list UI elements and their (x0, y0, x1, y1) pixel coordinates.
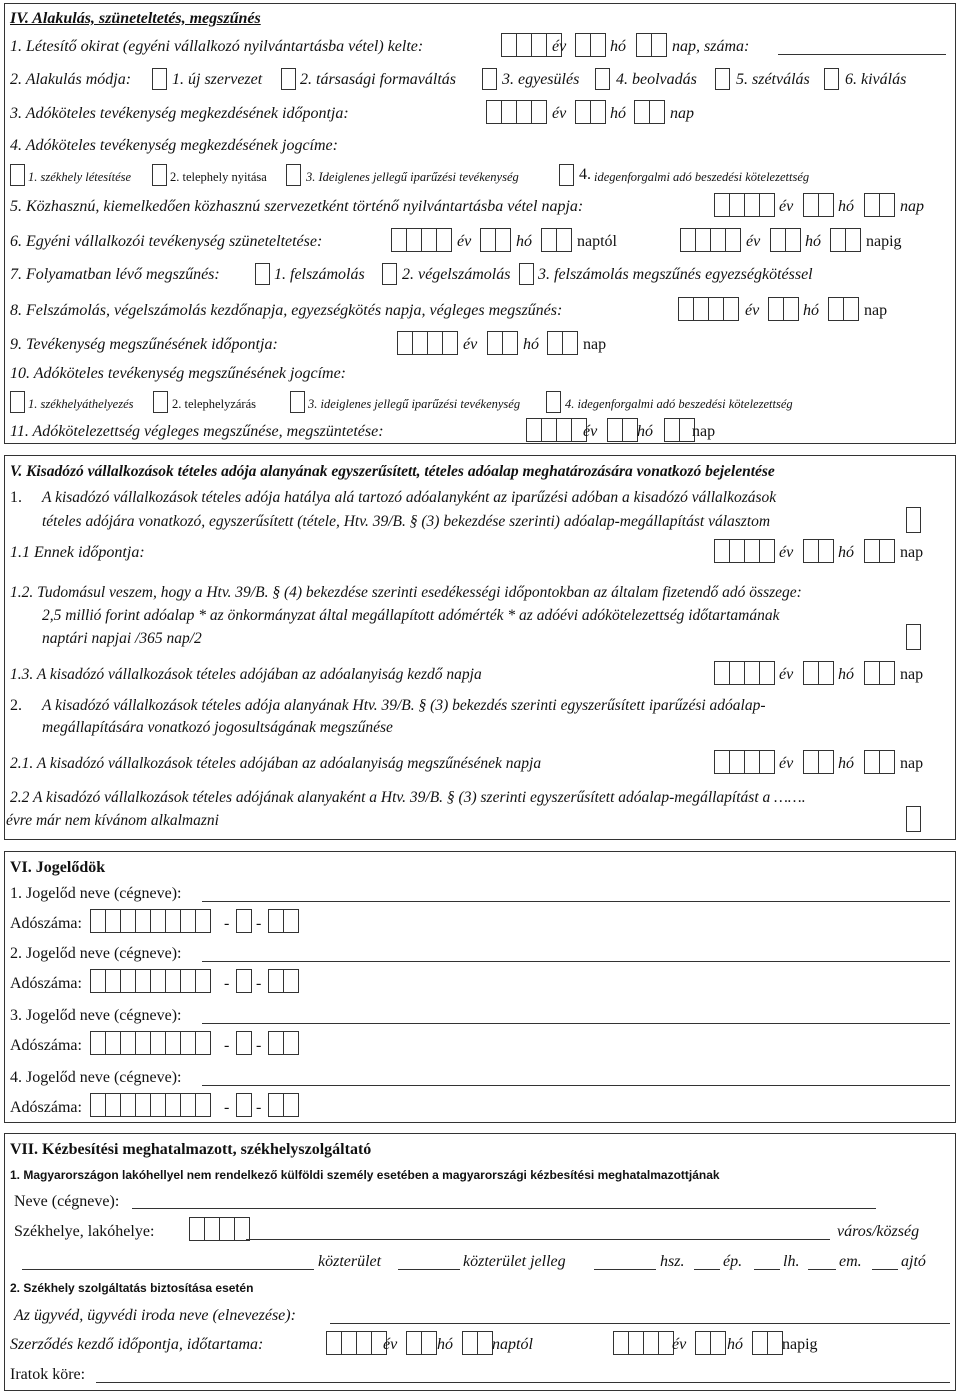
napig-label: napig (866, 233, 902, 250)
para-1-2-line-2: 2,5 millió forint adóalap * az önkormányzat által megállapított adómérték * az adóévi adókötelezettség időtartamának (42, 607, 780, 624)
ev-label: év (779, 666, 794, 683)
final-termination-label: 11. Adókötelezettség végleges megszűnése, megszüntetése: (10, 423, 384, 440)
public-benefit-year-field[interactable] (714, 193, 774, 217)
contract-to-year-field[interactable] (613, 1331, 673, 1355)
public-benefit-day-field[interactable] (864, 193, 894, 217)
founding-number-field[interactable] (778, 54, 946, 55)
naptol-label: naptól (492, 1336, 533, 1353)
formation-option-label: 1. új szervezet (172, 71, 263, 88)
predecessor-name-field[interactable] (202, 901, 950, 902)
start-basis-option: 3. Ideiglenes jellegű iparűzési tevékenység (306, 170, 519, 184)
para-2-2-line-2: évre már nem kívánom alkalmazni (6, 812, 219, 829)
para-1-3-label: 1.3. A kisadózó vállalkozások tételes adójában az adóalanyiság kezdő napja (10, 666, 482, 683)
napig-label: napig (782, 1336, 818, 1353)
section-iv-title: IV. Alakulás, szüneteltetés, megszűnés (10, 10, 261, 27)
start-day-field[interactable] (634, 100, 664, 124)
predecessor-tax-id-field[interactable] (90, 909, 210, 933)
formation-option-checkbox[interactable] (281, 68, 296, 90)
ho-label: hó (523, 336, 539, 353)
liquidation-day-field[interactable] (828, 297, 858, 321)
ho-label: hó (838, 666, 854, 683)
nap-label: nap (900, 198, 924, 215)
formation-option-checkbox[interactable] (482, 68, 497, 90)
para-1-line-1: A kisadózó vállalkozások tételes adója hatálya alá tartozó adóalanyként az iparűzési adóban a kisadózó vállalkozások (42, 489, 777, 506)
ho-label: hó (610, 38, 626, 55)
street-type-field[interactable] (398, 1269, 460, 1270)
postal-code-field[interactable] (189, 1217, 249, 1241)
formation-option-checkbox[interactable] (152, 68, 167, 90)
docs-field[interactable] (96, 1382, 950, 1383)
para-1-3-day-field[interactable] (864, 661, 894, 685)
para-1-1-day-field[interactable] (864, 539, 894, 563)
office-name-field[interactable] (330, 1323, 950, 1324)
ho-label: hó (610, 105, 626, 122)
contract-to-month-field[interactable] (695, 1331, 725, 1355)
predecessor-tax-id-field[interactable] (90, 969, 210, 993)
tax-dash: - (224, 1099, 230, 1116)
start-year-field[interactable] (486, 100, 546, 124)
predecessor-tax-vat-field[interactable] (236, 969, 251, 993)
suspension-from-year-field[interactable] (391, 228, 451, 252)
nap-szama-label: nap, száma: (672, 38, 750, 55)
predecessor-tax-vat-field[interactable] (236, 1031, 251, 1055)
predecessor-name-field[interactable] (202, 961, 950, 962)
ev-label: év (463, 336, 478, 353)
tax-dash: - (224, 915, 230, 932)
para-2-1-day-field[interactable] (864, 750, 894, 774)
ep-label: ép. (723, 1253, 743, 1270)
tax-dash: - (224, 975, 230, 992)
contract-from-month-field[interactable] (406, 1331, 436, 1355)
suspension-to-month-field[interactable] (770, 228, 800, 252)
lh-label: lh. (783, 1253, 800, 1270)
end-basis-option: 4. idegenforgalmi adó beszedési kötelezettség (565, 397, 793, 411)
para-1-2-line-1: 1.2. Tudomásul veszem, hogy a Htv. 39/B. § (4) bekezdése szerinti esedékességi időpontokban az általam fizetendő adó összege: (10, 584, 802, 601)
formation-option-label: 3. egyesülés (502, 71, 580, 88)
street-label: közterület (318, 1253, 382, 1270)
vii-subtitle-1: 1. Magyarországon lakóhellyel nem rendelkező külföldi személy esetében a magyarországi kézbesítési meghatalmazottjának (10, 1168, 720, 1182)
office-name-label: Az ügyvéd, ügyvédi iroda neve (elnevezése): (14, 1307, 296, 1324)
ho-label: hó (727, 1336, 743, 1353)
ho-label: hó (437, 1336, 453, 1353)
predecessor-name-label: 1. Jogelőd neve (cégneve): (10, 885, 182, 902)
hsz-label: hsz. (660, 1253, 685, 1270)
tax-dash: - (256, 1099, 262, 1116)
predecessor-tax-county-field[interactable] (268, 909, 298, 933)
tax-dash: - (256, 1037, 262, 1054)
predecessor-tax-county-field[interactable] (268, 1093, 298, 1117)
predecessor-tax-label: Adószáma: (10, 975, 82, 992)
nap-label: nap (692, 423, 716, 440)
para-1-num: 1. (10, 489, 22, 506)
predecessor-tax-county-field[interactable] (268, 1031, 298, 1055)
nap-label: nap (900, 544, 924, 561)
contract-to-day-field[interactable] (752, 1331, 782, 1355)
ev-label: év (779, 198, 794, 215)
em-label: em. (839, 1253, 862, 1270)
section-v-title: V. Kisadózó vállalkozások tételes adója alanyának egyszerűsített, tételes adóalap meghatározására vonatkozó bejelentése (10, 463, 775, 480)
hsz-field[interactable] (594, 1269, 656, 1270)
ajto-label: ajtó (901, 1253, 926, 1270)
termination-option-label: 2. végelszámolás (402, 266, 511, 283)
lh-field[interactable] (754, 1269, 780, 1270)
termination-option-checkbox[interactable] (519, 263, 534, 285)
predecessor-tax-id-field[interactable] (90, 1093, 210, 1117)
docs-label: Iratok köre: (10, 1366, 86, 1383)
para-2-1-month-field[interactable] (803, 750, 833, 774)
liquidation-month-field[interactable] (768, 297, 798, 321)
formation-option-label: 4. beolvadás (616, 71, 697, 88)
section-vii-title: VII. Kézbesítési meghatalmazott, székhelyszolgáltató (10, 1141, 372, 1158)
termination-option-checkbox[interactable] (255, 263, 270, 285)
liquidation-date-label: 8. Felszámolás, végelszámolás kezdőnapja, egyezségkötés napja, végleges megszűnés: (10, 302, 563, 319)
suspension-from-month-field[interactable] (480, 228, 510, 252)
end-basis-checkbox[interactable] (290, 391, 305, 413)
founding-day-field[interactable] (636, 33, 666, 57)
end-basis-checkbox[interactable] (10, 391, 25, 413)
predecessor-tax-vat-field[interactable] (236, 909, 251, 933)
suspension-to-year-field[interactable] (680, 228, 740, 252)
ev-label: év (552, 38, 567, 55)
para-2-line-1: A kisadózó vállalkozások tételes adója alanyának Htv. 39/B. § (3) bekezdés szerinti egyszerűsített iparűzési adóalap- (42, 697, 766, 714)
para-1-1-year-field[interactable] (714, 539, 774, 563)
start-basis-option: idegenforgalmi adó beszedési kötelezettség (594, 170, 810, 184)
ev-label: év (583, 423, 598, 440)
simplified-base-checkbox[interactable] (906, 507, 921, 533)
para-1-3-month-field[interactable] (803, 661, 833, 685)
start-basis-checkbox[interactable] (559, 164, 574, 186)
termination-option-label: 3. felszámolás megszűnés egyezségkötéssel (538, 266, 813, 283)
ev-label: év (746, 233, 761, 250)
nap-label: nap (900, 666, 924, 683)
contract-from-year-field[interactable] (326, 1331, 386, 1355)
predecessor-tax-county-field[interactable] (268, 969, 298, 993)
vii-subtitle-2: 2. Székhely szolgáltatás biztosítása esetén (10, 1281, 254, 1295)
agent-name-label: Neve (cégneve): (14, 1193, 120, 1210)
formation-option-label: 6. kiválás (845, 71, 907, 88)
nap-label: nap (900, 755, 924, 772)
end-year-field[interactable] (397, 331, 457, 355)
nap-label: nap (583, 336, 607, 353)
contract-label: Szerződés kezdő időpontja, időtartama: (10, 1336, 264, 1353)
street-field[interactable] (22, 1269, 314, 1270)
start-basis-option: 1. székhely létesítése (28, 170, 132, 184)
end-date-label: 9. Tevékenység megszűnésének időpontja: (10, 336, 278, 353)
para-1-3-year-field[interactable] (714, 661, 774, 685)
predecessor-name-field[interactable] (202, 1023, 950, 1024)
predecessor-tax-label: Adószáma: (10, 1037, 82, 1054)
end-basis-label: 10. Adóköteles tevékenység megszűnésének jogcíme: (10, 365, 347, 382)
liquidation-year-field[interactable] (678, 297, 738, 321)
end-month-field[interactable] (487, 331, 517, 355)
founding-date-label: 1. Létesítő okirat (egyéni vállalkozó nyilvántartásba vétel) kelte: (10, 38, 424, 55)
start-basis-option: 2. telephely nyitása (170, 170, 267, 184)
para-2-2-line-1: 2.2 A kisadózó vállalkozások tételes adójának alanyaként a Htv. 39/B. § (3) szerinti egyszerűsített adóalap-megállapítást a ……. (10, 789, 806, 806)
formation-option-checkbox[interactable] (595, 68, 610, 90)
suspension-to-day-field[interactable] (830, 228, 860, 252)
para-2-num: 2. (10, 697, 22, 714)
ajto-field[interactable] (872, 1269, 898, 1270)
termination-option-checkbox[interactable] (382, 263, 397, 285)
formation-option-label: 5. szétválás (736, 71, 810, 88)
opt-out-checkbox[interactable] (906, 806, 921, 832)
predecessor-name-field[interactable] (202, 1085, 950, 1086)
agent-name-field[interactable] (132, 1208, 876, 1209)
suspension-from-day-field[interactable] (541, 228, 571, 252)
ho-label: hó (838, 755, 854, 772)
end-basis-option: 3. ideiglenes jellegű iparűzési tevékenység (308, 397, 521, 411)
para-2-1-year-field[interactable] (714, 750, 774, 774)
predecessor-name-label: 2. Jogelőd neve (cégneve): (10, 945, 182, 962)
formation-option-checkbox[interactable] (715, 68, 730, 90)
predecessor-tax-vat-field[interactable] (236, 1093, 251, 1117)
para-1-1-label: 1.1 Ennek időpontja: (10, 544, 145, 561)
start-basis-checkbox[interactable] (152, 164, 167, 186)
naptol-label: naptól (577, 233, 617, 250)
formation-method-label: 2. Alakulás módja: (10, 71, 132, 88)
para-1-1-month-field[interactable] (803, 539, 833, 563)
nap-label: nap (670, 105, 694, 122)
tax-dash: - (256, 915, 262, 932)
predecessor-tax-label: Adószáma: (10, 1099, 82, 1116)
tax-dash: - (256, 975, 262, 992)
para-2-1-label: 2.1. A kisadózó vállalkozások tételes adójában az adóalanyiság megszűnésének napja (10, 755, 542, 772)
para-1-2-line-3: naptári napjai /365 nap/2 (42, 630, 202, 647)
city-field[interactable] (246, 1239, 830, 1240)
ho-label: hó (805, 233, 821, 250)
start-basis-checkbox[interactable] (286, 164, 301, 186)
contract-from-day-field[interactable] (462, 1331, 492, 1355)
para-2-line-2: megállapítására vonatkozó jogosultságának megszűnése (42, 719, 393, 736)
final-day-field[interactable] (664, 418, 694, 442)
city-label: város/község (837, 1223, 920, 1240)
start-basis-checkbox[interactable] (10, 164, 25, 186)
ev-label: év (672, 1336, 687, 1353)
ev-label: év (779, 755, 794, 772)
em-field[interactable] (808, 1269, 836, 1270)
formation-option-label: 2. társasági formaváltás (300, 71, 457, 88)
founding-month-field[interactable] (575, 33, 605, 57)
section-vi-title: VI. Jogelődök (10, 859, 106, 876)
final-year-field[interactable] (526, 418, 586, 442)
start-date-label: 3. Adóköteles tevékenység megkezdésének időpontja: (10, 105, 349, 122)
ho-label: hó (516, 233, 532, 250)
predecessor-name-label: 3. Jogelőd neve (cégneve): (10, 1007, 182, 1024)
nap-label: nap (864, 302, 888, 319)
ho-label: hó (803, 302, 819, 319)
ep-field[interactable] (694, 1269, 720, 1270)
end-basis-checkbox[interactable] (153, 391, 168, 413)
end-basis-checkbox[interactable] (546, 391, 561, 413)
predecessor-tax-label: Adószáma: (10, 915, 82, 932)
ho-label: hó (838, 198, 854, 215)
predecessor-tax-id-field[interactable] (90, 1031, 210, 1055)
ev-label: év (552, 105, 567, 122)
end-day-field[interactable] (547, 331, 577, 355)
end-basis-option: 2. telephelyzárás (172, 397, 256, 411)
public-benefit-month-field[interactable] (803, 193, 833, 217)
suspension-label: 6. Egyéni vállalkozói tevékenység szüneteltetése: (10, 233, 323, 250)
end-basis-option: 1. székhelyáthelyezés (28, 397, 134, 411)
ongoing-termination-label: 7. Folyamatban lévő megszűnés: (10, 266, 220, 283)
ev-label: év (383, 1336, 398, 1353)
ho-label: hó (838, 544, 854, 561)
termination-option-label: 1. felszámolás (274, 266, 365, 283)
predecessor-name-label: 4. Jogelőd neve (cégneve): (10, 1069, 182, 1086)
public-benefit-label: 5. Közhasznú, kiemelkedően közhasznú szervezetként történő nyilvántartásba vétel napja: (10, 198, 584, 215)
start-month-field[interactable] (575, 100, 605, 124)
street-type-label: közterület jelleg (463, 1253, 566, 1270)
tax-dash: - (224, 1037, 230, 1054)
start-basis-option-num: 4. (579, 166, 591, 183)
start-basis-label: 4. Adóköteles tevékenység megkezdésének jogcíme: (10, 137, 338, 154)
ev-label: év (457, 233, 472, 250)
para-1-line-2: tételes adójára vonatkozó, egyszerűsített (tétele, Htv. 39/B. § (3) bekezdése szerinti) adóalap-megállapítást választom (42, 513, 771, 530)
ho-label: hó (637, 423, 653, 440)
ev-label: év (745, 302, 760, 319)
final-month-field[interactable] (607, 418, 637, 442)
agent-seat-label: Székhelye, lakóhelye: (14, 1223, 155, 1240)
acknowledge-checkbox[interactable] (906, 624, 921, 650)
formation-option-checkbox[interactable] (824, 68, 839, 90)
